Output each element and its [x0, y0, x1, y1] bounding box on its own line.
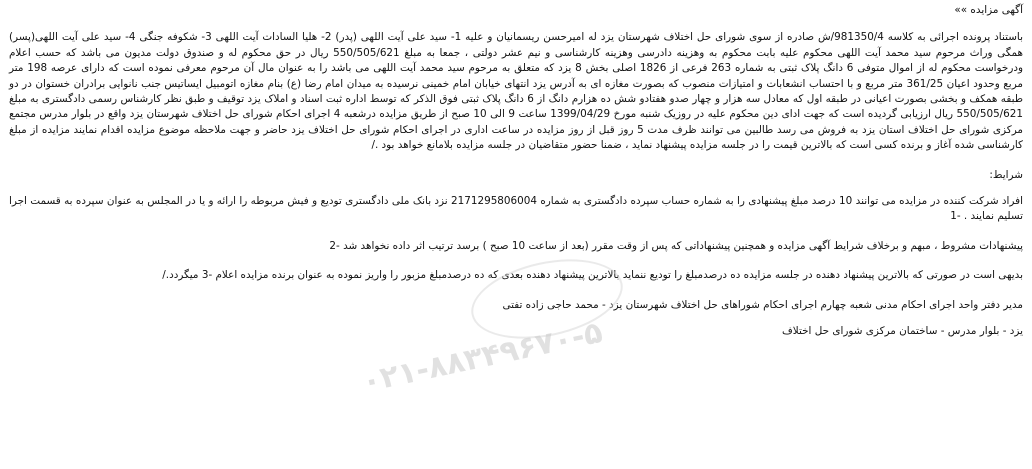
signatory-line: مدیر دفتر واحد اجرای احکام مدنی شعبه چهارم اجرای احکام شوراهای حل اختلاف شهرستان یزد - محمد حاجی زاده تفتی	[502, 298, 1023, 311]
phone-watermark: ۰۲۱-۸۸۳۴۹۶۷۰-۵	[359, 314, 606, 401]
condition-1: افراد شرکت کننده در مزایده می توانند 10 درصد مبلغ پیشنهادی را به شماره حساب سپرده دادگستری به شماره 2171295806004 نزد بانک ملی دادگستری تودیع و فیش مربوطه را ارائه و یا در المجلس به عنوان سپرده به قسمت اجرا تسلیم نمایند . -1	[9, 195, 1023, 223]
notice-body: باستناد پرونده اجرائی به کلاسه 981350/4/ش صادره از سوی شورای حل اختلاف شهرستان یزد له امیرحسن ریسمانیان و علیه 1- سید علی آیت اللهی (پدر) 2- هلیا السادات آیت اللهی 3- شکوفه جنگی 4- سید علی آیت اللهی(پسر) همگی وراث مرحوم سید محمد آیت اللهی محکوم علیه بابت محکوم به وهزینه دادرسی وهزینه کارشناسی و نیم عشر دولتی ، جمعا به مبلغ 550/505/621 ریال در حق محکوم له و صندوق دولت مدیون می باشد که حسب اعلام ودرخواست محکوم له از اموال متوفی 6 دانگ پلاک ثبتی به شماره 263 فرعی از 1826 اصلی بخش 8 یزد که متعلق به مرحوم سید محمد آیت اللهی می باشد را به عنوان مال آن مرحوم معرفی نموده است که دارای عرصه 198 متر مربع وحدود اعیان 361/25 متر مربع و با احتساب انشعابات و امتیازات منصوب که بصورت مغازه ای به آدرس یزد انتهای خیابان امام خمینی نرسیده به میدان امام رضا (ع) بنام مغازه اتومبیل ایساتیس جنب نانوایی برادران خستوان در دو طبقه همکف و بخشی بصورت اعیانی در طبقه اول که معادل سه هزار و چهار صدو هفتادو شش ده هزارم دانگ از 6 دانگ پلاک ثبتی فوق الذکر که توسط اداره ثبت اسناد و املاک یزد توقیف و طبق نظر کارشناس رسمی دادگستری به مبلغ 550/505/621 ریال ارزیابی گردیده است که جهت ادای دین محکوم علیه در روزیک شنبه مورخ 1399/04/29 ساعت 9 الی 10 صبح از طریق مزایده درشعبه 4 اجرای احکام شورای حل اختلاف شهرستان یزد واقع در بلوار مدرس مجتمع مرکزی شورای حل اختلاف استان یزد به فروش می رسد طالبین می توانند ظرف مدت 5 روز قبل از روز مزایده در ساعت اداری در اجرای احکام شورای حل اختلاف یزد حاضر و جهت ملاحظه موضوع مزایده اقدام نمایند مزایده از مبلغ کارشناسی شده آغاز و برنده کسی است که بالاترین قیمت را در جلسه مزایده پیشنهاد نماید ، ضمنا حضور متقاضیان در جلسه مزایده بلامانع خواهد بود ./	[9, 31, 1024, 152]
condition-2: پیشنهادات مشروط ، مبهم و برخلاف شرایط آگهی مزایده و همچنین پیشنهاداتی که پس از وقت مقرر (بعد از ساعت 10 صبح ) برسد ترتیب اثر داده نخواهد شد -2	[329, 239, 1023, 252]
condition-3: بدیهی است در صورتی که بالاترین پیشنهاد دهنده در جلسه مزایده ده درصدمبلغ را تودیع ننماید بالاترین پیشنهاد دهنده بعدی که ده درصدمبلغ مزبور را واریز نموده به عنوان برنده مزایده اعلام -3 میگردد./	[162, 269, 1023, 282]
address-line: یزد - بلوار مدرس - ساختمان مرکزی شورای حل اختلاف	[782, 325, 1023, 338]
notice-title: آگهی مزایده »»	[954, 4, 1023, 16]
conditions-heading: شرایط:	[989, 168, 1023, 181]
